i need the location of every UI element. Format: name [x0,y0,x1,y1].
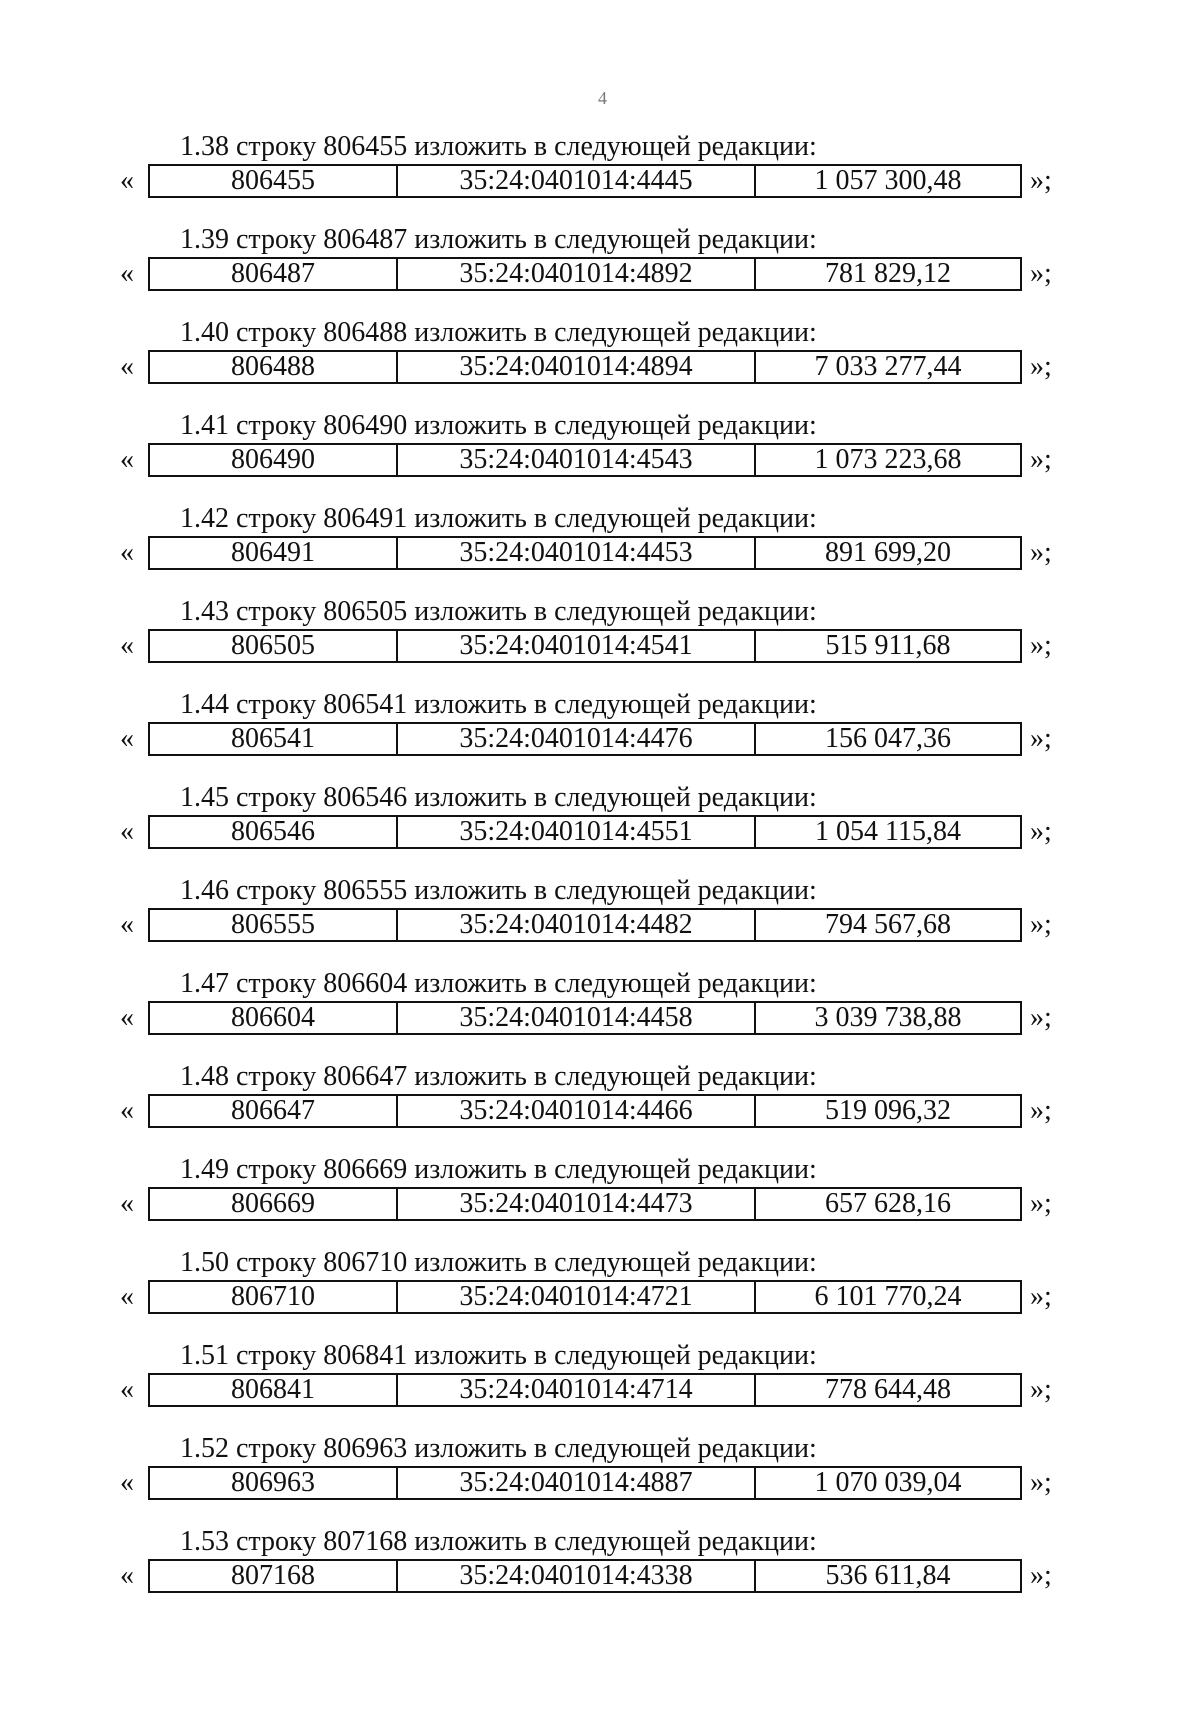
amendment-entry [0,411,1200,504]
amendment-row [120,1280,1052,1314]
amendment-row [120,1001,1052,1035]
cadastral-number-cell: 35:24:0401014:4466 [398,1096,756,1126]
opening-quote: « [120,351,134,382]
row-code-cell: 806963 [150,1468,398,1498]
closing-quote: »; [1030,351,1052,382]
amendment-row [120,1466,1052,1500]
closing-quote: »; [1030,1281,1052,1312]
data-table-row [148,1094,1022,1128]
amendment-entry [0,783,1200,876]
opening-quote: « [120,909,134,940]
value-cell: 515 911,68 [825,630,951,661]
opening-quote: « [120,1188,134,1219]
data-table-row [148,815,1022,849]
amendment-entry [0,690,1200,783]
data-table-row [148,1559,1022,1593]
closing-quote: »; [1030,1188,1052,1219]
closing-quote: »; [1030,816,1052,847]
closing-quote: »; [1030,909,1052,940]
amendment-row [120,257,1052,291]
amendment-instruction: 1.48 строку 806647 изложить в следующей редакции: [180,1061,817,1092]
data-table-row [148,1280,1022,1314]
amendment-row [120,350,1052,384]
row-code-cell: 806488 [150,352,398,382]
opening-quote: « [120,1560,134,1591]
closing-quote: »; [1030,723,1052,754]
amendment-entry [0,969,1200,1062]
amendment-instruction: 1.44 строку 806541 изложить в следующей редакции: [180,689,817,720]
row-code-cell: 806541 [150,724,398,754]
value-cell: 781 829,12 [825,258,951,289]
data-table-row [148,350,1022,384]
cadastral-number-cell: 35:24:0401014:4473 [398,1189,756,1219]
cadastral-number-cell: 35:24:0401014:4458 [398,1003,756,1033]
cadastral-number-cell: 35:24:0401014:4892 [398,259,756,289]
amendment-instruction: 1.42 строку 806491 изложить в следующей редакции: [180,503,817,534]
data-table-row [148,164,1022,198]
opening-quote: « [120,1374,134,1405]
value-cell: 519 096,32 [825,1095,951,1126]
cadastral-number-cell: 35:24:0401014:4482 [398,910,756,940]
row-code-cell: 806841 [150,1375,398,1405]
amendment-row [120,443,1052,477]
cadastral-number-cell: 35:24:0401014:4887 [398,1468,756,1498]
opening-quote: « [120,444,134,475]
row-code-cell: 806546 [150,817,398,847]
amendment-entry [0,876,1200,969]
row-code-cell: 806490 [150,445,398,475]
closing-quote: »; [1030,1560,1052,1591]
amendment-row [120,1187,1052,1221]
opening-quote: « [120,816,134,847]
amendment-row [120,815,1052,849]
opening-quote: « [120,630,134,661]
amendment-entry [0,1527,1200,1620]
amendment-row [120,1094,1052,1128]
amendment-row [120,1373,1052,1407]
amendment-instruction: 1.46 строку 806555 изложить в следующей редакции: [180,875,817,906]
amendment-instruction: 1.50 строку 806710 изложить в следующей редакции: [180,1247,817,1278]
amendment-entry [0,1155,1200,1248]
value-cell: 778 644,48 [825,1374,951,1405]
opening-quote: « [120,258,134,289]
cadastral-number-cell: 35:24:0401014:4476 [398,724,756,754]
closing-quote: »; [1030,1002,1052,1033]
value-cell: 1 054 115,84 [815,816,961,847]
value-cell: 1 057 300,48 [814,165,962,196]
data-table-row [148,1001,1022,1035]
data-table-row [148,1466,1022,1500]
cadastral-number-cell: 35:24:0401014:4338 [398,1561,756,1591]
closing-quote: »; [1030,537,1052,568]
row-code-cell: 806505 [150,631,398,661]
data-table-row [148,722,1022,756]
amendment-row [120,722,1052,756]
amendment-row [120,1559,1052,1593]
value-cell: 1 070 039,04 [814,1467,962,1498]
cadastral-number-cell: 35:24:0401014:4453 [398,538,756,568]
amendment-instruction: 1.51 строку 806841 изложить в следующей редакции: [180,1340,817,1371]
amendment-entry [0,1434,1200,1527]
cadastral-number-cell: 35:24:0401014:4551 [398,817,756,847]
opening-quote: « [120,537,134,568]
row-code-cell: 806491 [150,538,398,568]
closing-quote: »; [1030,258,1052,289]
amendment-row [120,536,1052,570]
amendment-instruction: 1.49 строку 806669 изложить в следующей редакции: [180,1154,817,1185]
amendment-entry [0,1062,1200,1155]
amendment-entry [0,504,1200,597]
amendment-entry [0,225,1200,318]
row-code-cell: 806647 [150,1096,398,1126]
amendment-list [0,132,1200,1620]
amendment-entry [0,132,1200,225]
opening-quote: « [120,165,134,196]
closing-quote: »; [1030,1374,1052,1405]
opening-quote: « [120,1095,134,1126]
amendment-instruction: 1.43 строку 806505 изложить в следующей редакции: [180,596,817,627]
value-cell: 891 699,20 [825,537,951,568]
cadastral-number-cell: 35:24:0401014:4894 [398,352,756,382]
opening-quote: « [120,1281,134,1312]
amendment-row [120,164,1052,198]
row-code-cell: 806487 [150,259,398,289]
value-cell: 536 611,84 [825,1560,951,1591]
value-cell: 657 628,16 [825,1188,951,1219]
cadastral-number-cell: 35:24:0401014:4543 [398,445,756,475]
value-cell: 156 047,36 [825,723,951,754]
value-cell: 7 033 277,44 [814,351,962,382]
amendment-entry [0,597,1200,690]
value-cell: 6 101 770,24 [814,1281,962,1312]
amendment-instruction: 1.39 строку 806487 изложить в следующей редакции: [180,224,817,255]
row-code-cell: 806604 [150,1003,398,1033]
closing-quote: »; [1030,444,1052,475]
value-cell: 3 039 738,88 [814,1002,962,1033]
cadastral-number-cell: 35:24:0401014:4541 [398,631,756,661]
cadastral-number-cell: 35:24:0401014:4721 [398,1282,756,1312]
row-code-cell: 806669 [150,1189,398,1219]
amendment-row [120,908,1052,942]
data-table-row [148,629,1022,663]
amendment-entry [0,318,1200,411]
closing-quote: »; [1030,1467,1052,1498]
opening-quote: « [120,723,134,754]
amendment-instruction: 1.45 строку 806546 изложить в следующей редакции: [180,782,817,813]
cadastral-number-cell: 35:24:0401014:4445 [398,166,756,196]
value-cell: 794 567,68 [825,909,951,940]
amendment-instruction: 1.47 строку 806604 изложить в следующей редакции: [180,968,817,999]
closing-quote: »; [1030,630,1052,661]
amendment-entry [0,1248,1200,1341]
row-code-cell: 806555 [150,910,398,940]
closing-quote: »; [1030,1095,1052,1126]
amendment-entry [0,1341,1200,1434]
data-table-row [148,536,1022,570]
row-code-cell: 806455 [150,166,398,196]
page-number: 4 [598,88,607,108]
cadastral-number-cell: 35:24:0401014:4714 [398,1375,756,1405]
closing-quote: »; [1030,165,1052,196]
data-table-row [148,1373,1022,1407]
row-code-cell: 807168 [150,1561,398,1591]
amendment-instruction: 1.53 строку 807168 изложить в следующей редакции: [180,1526,817,1557]
amendment-instruction: 1.40 строку 806488 изложить в следующей редакции: [180,317,817,348]
amendment-instruction: 1.38 строку 806455 изложить в следующей редакции: [180,131,817,162]
data-table-row [148,1187,1022,1221]
amendment-instruction: 1.52 строку 806963 изложить в следующей редакции: [180,1433,817,1464]
data-table-row [148,443,1022,477]
amendment-row [120,629,1052,663]
amendment-instruction: 1.41 строку 806490 изложить в следующей редакции: [180,410,817,441]
row-code-cell: 806710 [150,1282,398,1312]
opening-quote: « [120,1467,134,1498]
data-table-row [148,257,1022,291]
value-cell: 1 073 223,68 [814,444,962,475]
data-table-row [148,908,1022,942]
opening-quote: « [120,1002,134,1033]
